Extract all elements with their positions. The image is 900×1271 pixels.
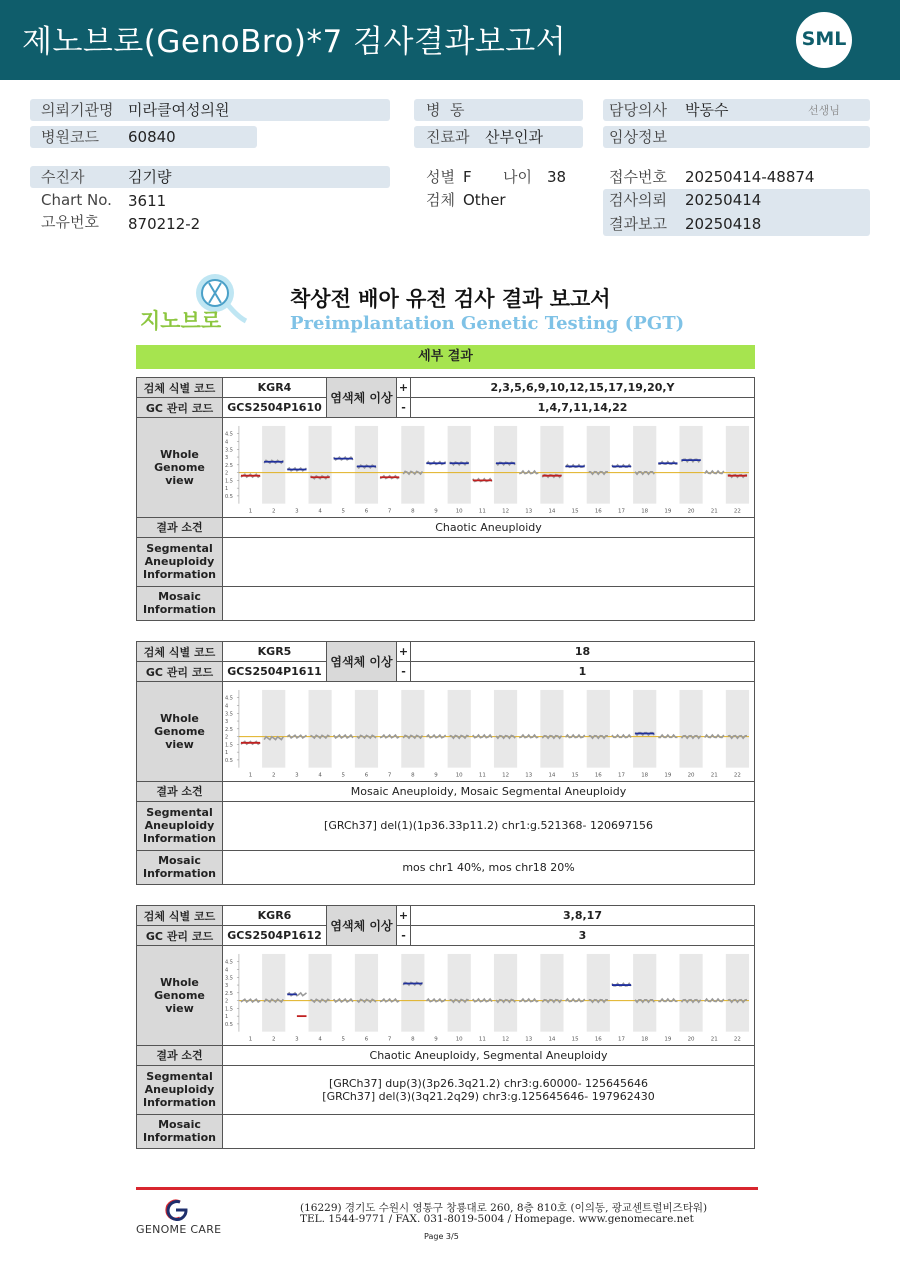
x-tick-label: 7: [387, 508, 392, 515]
x-tick-label: 3: [295, 1036, 299, 1043]
segmental-value: [223, 801, 755, 850]
chromosome-band: [262, 690, 285, 768]
hospital-code-label: 병원코드: [41, 128, 99, 146]
whole-genome-plot: [223, 682, 754, 781]
x-tick-label: 11: [478, 1036, 486, 1043]
chromosome-band: [726, 954, 749, 1032]
y-tick-label: 0.5: [224, 493, 233, 500]
x-tick-label: 5: [341, 508, 346, 515]
x-tick-label: 19: [664, 1036, 672, 1043]
x-tick-label: 21: [710, 1036, 718, 1043]
x-tick-label: 1: [248, 508, 253, 515]
x-tick-label: 6: [364, 772, 369, 779]
gain-value: 3,8,17: [411, 906, 755, 926]
sample-code-value: KGR6: [223, 906, 327, 926]
copy-number-trace: [658, 735, 677, 737]
segmental-line: [GRCh37] del(1)(1p36.33p11.2) chr1:g.521368- 120697156: [324, 819, 653, 833]
y-tick-label: 4.5: [224, 431, 233, 438]
chromosome-band: [494, 690, 517, 768]
findings-value: Chaotic Aneuploidy, Segmental Aneuploidy: [223, 1045, 755, 1065]
chromosome-band: [262, 954, 285, 1032]
x-tick-label: 16: [594, 1036, 602, 1043]
y-tick-label: 3: [224, 983, 229, 990]
y-tick-label: 4: [224, 439, 229, 446]
chromosome-band: [540, 690, 563, 768]
segmental-label: Segmental Aneuploidy Information: [137, 1065, 223, 1114]
x-tick-label: 15: [571, 772, 579, 779]
y-tick-label: 3.5: [224, 975, 233, 982]
y-tick-label: 1.5: [224, 478, 233, 485]
specimen-label: 검체: [426, 191, 455, 209]
sample-table-kgr6: [136, 905, 755, 1149]
copy-number-trace: [519, 471, 538, 474]
x-tick-label: 19: [664, 772, 672, 779]
chart-no-label: Chart No.: [41, 191, 112, 209]
y-tick-label: 1.5: [224, 742, 233, 749]
chromosome-band: [726, 426, 749, 504]
x-tick-label: 9: [434, 508, 438, 515]
gain-sign: +: [397, 378, 411, 398]
patient-value: 김기량: [128, 168, 172, 186]
chromosome-band: [448, 690, 471, 768]
x-tick-label: 18: [641, 772, 649, 779]
doctor-value: 박동수: [685, 101, 729, 119]
chromosome-band: [633, 690, 656, 768]
x-tick-label: 8: [411, 508, 415, 515]
mosaic-label: Mosaic Information: [137, 586, 223, 620]
mosaic-value: [223, 586, 755, 620]
y-tick-label: 4.5: [224, 695, 233, 702]
chromosome-band: [587, 426, 610, 504]
x-tick-label: 7: [387, 1036, 392, 1043]
gain-value: 2,3,5,6,9,10,12,15,17,19,20,Y: [411, 378, 755, 398]
chromosome-band: [587, 690, 610, 768]
findings-value: Chaotic Aneuploidy: [223, 517, 755, 537]
mosaic-line: mos chr1 40%, mos chr18 20%: [402, 860, 575, 874]
x-tick-label: 22: [733, 1036, 741, 1043]
x-tick-label: 17: [618, 772, 625, 779]
age-label: 나이: [503, 168, 532, 186]
page-number: Page 3/5: [424, 1232, 459, 1241]
x-tick-label: 21: [710, 772, 718, 779]
copy-number-trace: [241, 999, 260, 1002]
gc-code-value: GCS2504P1610: [223, 398, 327, 418]
hospital-code-value: 60840: [128, 128, 176, 146]
x-tick-label: 15: [571, 1036, 579, 1043]
chromosome-band: [401, 954, 424, 1032]
age-value: 38: [547, 168, 567, 186]
x-tick-label: 21: [710, 508, 718, 515]
sample-code-label: 검체 식별 코드: [137, 642, 223, 662]
chromosome-band: [726, 690, 749, 768]
x-tick-label: 10: [455, 1036, 463, 1043]
whole-genome-label: Whole Genome view: [137, 418, 223, 518]
y-tick-label: 0.5: [224, 1021, 233, 1028]
mosaic-value: [223, 850, 755, 884]
chromosome-band: [308, 426, 331, 504]
x-tick-label: 17: [618, 508, 625, 515]
x-tick-label: 13: [525, 508, 533, 515]
x-tick-label: 1: [248, 772, 253, 779]
y-tick-label: 4.5: [224, 959, 233, 966]
x-tick-label: 8: [411, 772, 415, 779]
gc-code-label: GC 관리 코드: [137, 662, 223, 682]
whole-genome-label: Whole Genome view: [137, 682, 223, 782]
x-tick-label: 16: [594, 508, 602, 515]
sample-code-value: KGR4: [223, 378, 327, 398]
mosaic-label: Mosaic Information: [137, 850, 223, 884]
y-tick-label: 2.5: [224, 462, 233, 469]
findings-label: 결과 소견: [137, 781, 223, 801]
copy-number-trace: [519, 999, 538, 1002]
x-tick-label: 11: [478, 772, 486, 779]
segmental-label: Segmental Aneuploidy Information: [137, 801, 223, 850]
receipt-label: 접수번호: [609, 168, 667, 186]
copy-number-trace: [334, 735, 353, 738]
pgt-title-english: Preimplantation Genetic Testing (PGT): [290, 313, 685, 334]
request-label: 검사의뢰: [609, 191, 667, 209]
segmental-line: [GRCh37] del(3)(3q21.2q29) chr3:g.125645646- 197962430: [322, 1089, 655, 1103]
institution-label: 의뢰기관명: [41, 101, 114, 119]
y-tick-label: 3: [224, 719, 229, 726]
y-tick-label: 2: [224, 734, 229, 741]
footer-contact: TEL. 1544-9771 / FAX. 031-8019-5004 / Homepage. www.genomecare.net: [300, 1213, 694, 1225]
x-tick-label: 20: [687, 772, 695, 779]
clinical-label: 임상정보: [609, 128, 667, 146]
request-value: 20250414: [685, 191, 762, 209]
pgt-title-korean: 착상전 배아 유전 검사 결과 보고서: [290, 287, 611, 311]
y-tick-label: 3: [224, 455, 229, 462]
sample-code-value: KGR5: [223, 642, 327, 662]
y-tick-label: 3.5: [224, 711, 233, 718]
x-tick-label: 5: [341, 1036, 346, 1043]
x-tick-label: 13: [525, 772, 533, 779]
loss-value: 1: [411, 662, 755, 682]
findings-label: 결과 소견: [137, 1045, 223, 1065]
x-tick-label: 22: [733, 508, 741, 515]
chromosome-band: [633, 426, 656, 504]
x-tick-label: 13: [525, 1036, 533, 1043]
sex-value: F: [463, 168, 472, 186]
y-tick-label: 4: [224, 703, 229, 710]
footer-divider: [136, 1187, 758, 1190]
x-tick-label: 12: [502, 1036, 510, 1043]
unique-no-value: 870212-2: [128, 215, 201, 233]
mosaic-value: [223, 1114, 755, 1148]
sex-label: 성별: [426, 168, 455, 186]
x-tick-label: 4: [318, 772, 322, 779]
segmental-value: [223, 1065, 755, 1114]
y-tick-label: 2: [224, 998, 229, 1005]
x-tick-label: 6: [364, 508, 369, 515]
copy-number-trace: [519, 735, 538, 738]
x-tick-label: 11: [478, 508, 486, 515]
section-title: 세부 결과: [136, 345, 755, 369]
x-tick-label: 18: [641, 508, 649, 515]
chromosome-band: [679, 426, 702, 504]
chromosome-band: [448, 954, 471, 1032]
segmental-value: [223, 537, 755, 586]
chromosome-band: [494, 954, 517, 1032]
copy-number-trace: [287, 735, 306, 738]
chromosome-band: [308, 954, 331, 1032]
x-tick-label: 4: [318, 508, 322, 515]
x-tick-label: 14: [548, 772, 556, 779]
chromosome-band: [262, 426, 285, 504]
y-tick-label: 2.5: [224, 990, 233, 997]
x-tick-label: 10: [455, 508, 463, 515]
sample-code-label: 검체 식별 코드: [137, 906, 223, 926]
x-tick-label: 5: [341, 772, 346, 779]
chromosome-band: [540, 954, 563, 1032]
x-tick-label: 2: [271, 508, 276, 515]
gc-code-label: GC 관리 코드: [137, 398, 223, 418]
y-tick-label: 1.5: [224, 1006, 233, 1013]
whole-genome-label: Whole Genome view: [137, 946, 223, 1046]
copy-number-trace: [658, 999, 677, 1001]
chromosome-band: [540, 426, 563, 504]
loss-sign: -: [397, 398, 411, 418]
x-tick-label: 6: [364, 1036, 369, 1043]
x-tick-label: 3: [295, 772, 299, 779]
sample-table-kgr4: [136, 377, 755, 621]
chrom-abnormal-label: 염색체 이상: [327, 642, 397, 682]
chromosome-band: [587, 954, 610, 1032]
sml-logo-text: SML: [801, 28, 847, 50]
segmental-line: [GRCh37] dup(3)(3p26.3q21.2) chr3:g.60000- 125645646: [328, 1076, 649, 1090]
genobro-logo: [138, 273, 248, 335]
x-tick-label: 12: [502, 772, 510, 779]
chrom-abnormal-label: 염색체 이상: [327, 378, 397, 418]
chromosome-band: [401, 426, 424, 504]
report-header: [0, 0, 900, 80]
whole-genome-plot: [223, 946, 754, 1045]
chromosome-band: [679, 690, 702, 768]
copy-number-trace: [334, 999, 353, 1002]
gain-sign: +: [397, 642, 411, 662]
x-tick-label: 18: [641, 1036, 649, 1043]
x-tick-label: 14: [548, 1036, 556, 1043]
sample-table-kgr5: [136, 641, 755, 885]
y-tick-label: 1: [224, 750, 229, 757]
findings-label: 결과 소견: [137, 517, 223, 537]
chrom-abnormal-label: 염색체 이상: [327, 906, 397, 946]
segmental-label: Segmental Aneuploidy Information: [137, 537, 223, 586]
y-tick-label: 2: [224, 470, 229, 477]
report-date-label: 결과보고: [609, 215, 667, 233]
y-tick-label: 1: [224, 486, 229, 493]
x-tick-label: 16: [594, 772, 602, 779]
y-tick-label: 3.5: [224, 447, 233, 454]
x-tick-label: 20: [687, 508, 695, 515]
genobro-logo-text: 지노브로: [140, 309, 222, 333]
specimen-value: Other: [463, 191, 506, 209]
x-tick-label: 3: [295, 508, 299, 515]
sml-logo: [796, 12, 852, 68]
footer-address: (16229) 경기도 수원시 영통구 창룡대로 260, 8층 810호 (이의동, 광교센트럴비즈타워): [300, 1202, 708, 1214]
x-tick-label: 22: [733, 772, 741, 779]
gain-value: 18: [411, 642, 755, 662]
x-tick-label: 4: [318, 1036, 322, 1043]
y-tick-label: 1: [224, 1014, 229, 1021]
x-tick-label: 10: [455, 772, 463, 779]
x-tick-label: 17: [618, 1036, 625, 1043]
x-tick-label: 2: [271, 772, 276, 779]
patient-label: 수진자: [41, 168, 85, 186]
sample-code-label: 검체 식별 코드: [137, 378, 223, 398]
chromosome-band: [308, 690, 331, 768]
x-tick-label: 9: [434, 772, 438, 779]
receipt-value: 20250414-48874: [685, 168, 815, 186]
mosaic-label: Mosaic Information: [137, 1114, 223, 1148]
x-tick-label: 14: [548, 508, 556, 515]
report-date-value: 20250418: [685, 215, 762, 233]
gc-code-label: GC 관리 코드: [137, 926, 223, 946]
chromosome-band: [401, 690, 424, 768]
chromosome-band: [633, 954, 656, 1032]
x-tick-label: 12: [502, 508, 510, 515]
doctor-suffix: 선생님: [808, 104, 840, 117]
genome-care-name: GENOME CARE: [136, 1223, 222, 1236]
gc-code-value: GCS2504P1612: [223, 926, 327, 946]
findings-value: Mosaic Aneuploidy, Mosaic Segmental Aneuploidy: [223, 781, 755, 801]
y-tick-label: 4: [224, 967, 229, 974]
chromosome-band: [679, 954, 702, 1032]
gain-sign: +: [397, 906, 411, 926]
x-tick-label: 9: [434, 1036, 438, 1043]
x-tick-label: 1: [248, 1036, 253, 1043]
chromosome-band: [355, 954, 378, 1032]
x-tick-label: 20: [687, 1036, 695, 1043]
x-tick-label: 2: [271, 1036, 276, 1043]
report-title: 제노브로(GenoBro)*7 검사결과보고서: [22, 24, 567, 60]
y-tick-label: 0.5: [224, 757, 233, 764]
whole-genome-plot: [223, 418, 754, 517]
y-tick-label: 2.5: [224, 726, 233, 733]
ward-label: 병 동: [426, 101, 465, 119]
chromosome-band: [355, 690, 378, 768]
loss-sign: -: [397, 926, 411, 946]
loss-value: 1,4,7,11,14,22: [411, 398, 755, 418]
x-tick-label: 8: [411, 1036, 415, 1043]
institution-value: 미라클여성의원: [128, 101, 230, 119]
chart-no-value: 3611: [128, 192, 167, 210]
x-tick-label: 7: [387, 772, 392, 779]
loss-value: 3: [411, 926, 755, 946]
dept-label: 진료과: [426, 128, 470, 146]
doctor-label: 담당의사: [609, 101, 667, 119]
unique-no-label: 고유번호: [41, 213, 99, 231]
x-tick-label: 19: [664, 508, 672, 515]
dept-value: 산부인과: [485, 128, 543, 146]
loss-sign: -: [397, 662, 411, 682]
x-tick-label: 15: [571, 508, 579, 515]
gc-code-value: GCS2504P1611: [223, 662, 327, 682]
